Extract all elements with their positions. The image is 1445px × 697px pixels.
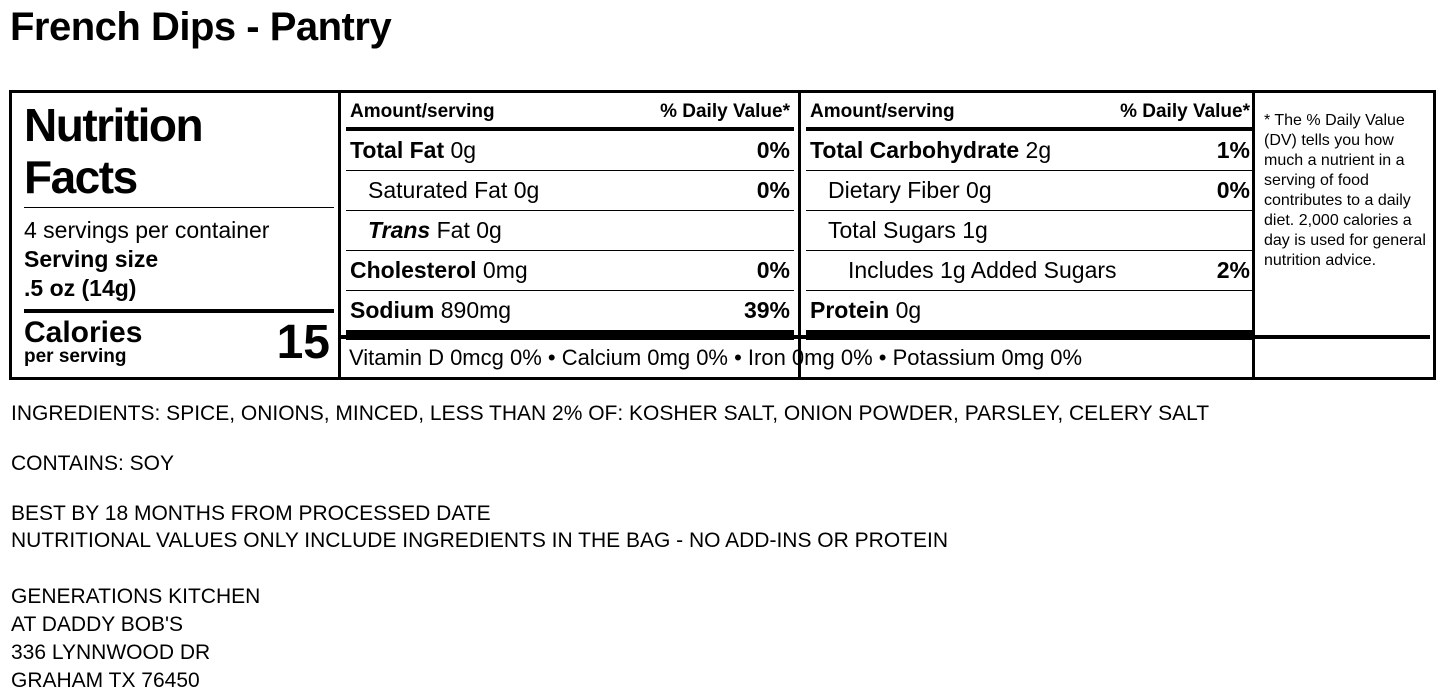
nutrient-amount: Total Sugars 1g (828, 217, 988, 243)
amount-per-serving-header: Amount/serving (810, 101, 955, 122)
servings-per-container: 4 servings per container (24, 217, 270, 243)
calories-label: Calories (24, 316, 143, 349)
nutrient-dv: 1% (1216, 137, 1250, 163)
nutrient-amount: 2g (1025, 137, 1052, 163)
nutrient-amount: Includes 1g Added Sugars (848, 257, 1117, 283)
company-city-state-zip: GRAHAM TX 76450 (11, 669, 200, 692)
nutrient-row-protein (806, 291, 1254, 330)
nutrient-row-total-carbohydrate (806, 131, 1254, 170)
nutrient-dv: 2% (1216, 257, 1250, 283)
nutrient-row-dietary-fiber (806, 171, 1254, 210)
ingredients-text: INGREDIENTS: SPICE, ONIONS, MINCED, LESS THAN 2% OF: KOSHER SALT, ONION POWDER, PARSLEY, CELERY SALT (11, 402, 1210, 425)
serving-size-label: Serving size (24, 246, 159, 272)
divider-under-heading (24, 207, 334, 208)
daily-value-header: % Daily Value* (660, 101, 790, 122)
nutrient-row-total-sugars (806, 211, 1254, 250)
serving-size-value: .5 oz (14g) (24, 275, 137, 301)
company-name: GENERATIONS KITCHEN (11, 585, 261, 608)
company-subname: AT DADDY BOB'S (11, 613, 184, 636)
nutrient-name: Sodium (350, 297, 435, 323)
nutrient-name: Protein (810, 297, 890, 323)
nutrient-dv: 0% (1216, 177, 1250, 203)
amount-per-serving-header: Amount/serving (350, 101, 495, 122)
nutrient-amount: Fat 0g (436, 217, 502, 243)
micronutrient-strip (341, 335, 1430, 377)
nutrient-amount: 890mg (440, 297, 512, 323)
nutrient-name: Total Fat (350, 137, 445, 163)
nutrient-row-trans-fat (346, 211, 794, 250)
nutrition-facts-heading-line1: Nutrition (24, 99, 203, 151)
nutrient-name: Trans (368, 217, 431, 243)
nutrient-name: Cholesterol (350, 257, 477, 283)
nutrient-dv: 0% (756, 177, 790, 203)
best-by-text: BEST BY 18 MONTHS FROM PROCESSED DATE (11, 502, 491, 525)
micronutrient-text: Vitamin D 0mcg 0% • Calcium 0mg 0% • Iron 0mg 0% • Potassium 0mg 0% (349, 345, 1083, 370)
nutrient-amount: 0g (450, 137, 477, 163)
daily-value-header: % Daily Value* (1120, 101, 1250, 122)
company-street: 336 LYNNWOOD DR (11, 641, 211, 664)
nutrient-name: Total Carbohydrate (810, 137, 1020, 163)
nutrient-amount: 0g (895, 297, 922, 323)
divider-above-calories (24, 309, 334, 313)
nutrient-row-saturated-fat (346, 171, 794, 210)
nutrient-column-right (806, 101, 1254, 340)
calories-row (24, 315, 334, 373)
nutrient-row-sodium (346, 291, 794, 330)
calories-value: 15 (276, 316, 330, 369)
column-header-left (346, 101, 794, 127)
nutrient-dv: 0% (756, 257, 790, 283)
nutrient-dv: 0% (756, 137, 790, 163)
nutrient-row-cholesterol (346, 251, 794, 290)
nutrient-column-left (346, 101, 794, 340)
daily-value-footnote: * The % Daily Value (DV) tells you how much a nutrient in a serving of food contributes to a daily diet. 2,000 calories a day is used for general nutrition advice. (1264, 112, 1426, 269)
nutrient-amount: Dietary Fiber 0g (828, 177, 992, 203)
nutritional-values-note: NUTRITIONAL VALUES ONLY INCLUDE INGREDIENTS IN THE BAG - NO ADD-INS OR PROTEIN (11, 529, 948, 552)
nutrient-dv: 39% (743, 297, 790, 323)
nutrient-row-added-sugars (806, 251, 1254, 290)
nutrition-facts-panel (9, 90, 1436, 380)
page-title: French Dips - Pantry (10, 5, 392, 49)
nutrient-amount: Saturated Fat 0g (368, 177, 540, 203)
nutrition-summary-column (24, 99, 334, 373)
calories-sublabel: per serving (24, 346, 127, 367)
nutrition-facts-heading-line2: Facts (24, 151, 137, 203)
nutrient-row-total-fat (346, 131, 794, 170)
column-header-right (806, 101, 1254, 127)
contains-allergens-text: CONTAINS: SOY (11, 452, 174, 475)
nutrient-amount: 0mg (482, 257, 528, 283)
